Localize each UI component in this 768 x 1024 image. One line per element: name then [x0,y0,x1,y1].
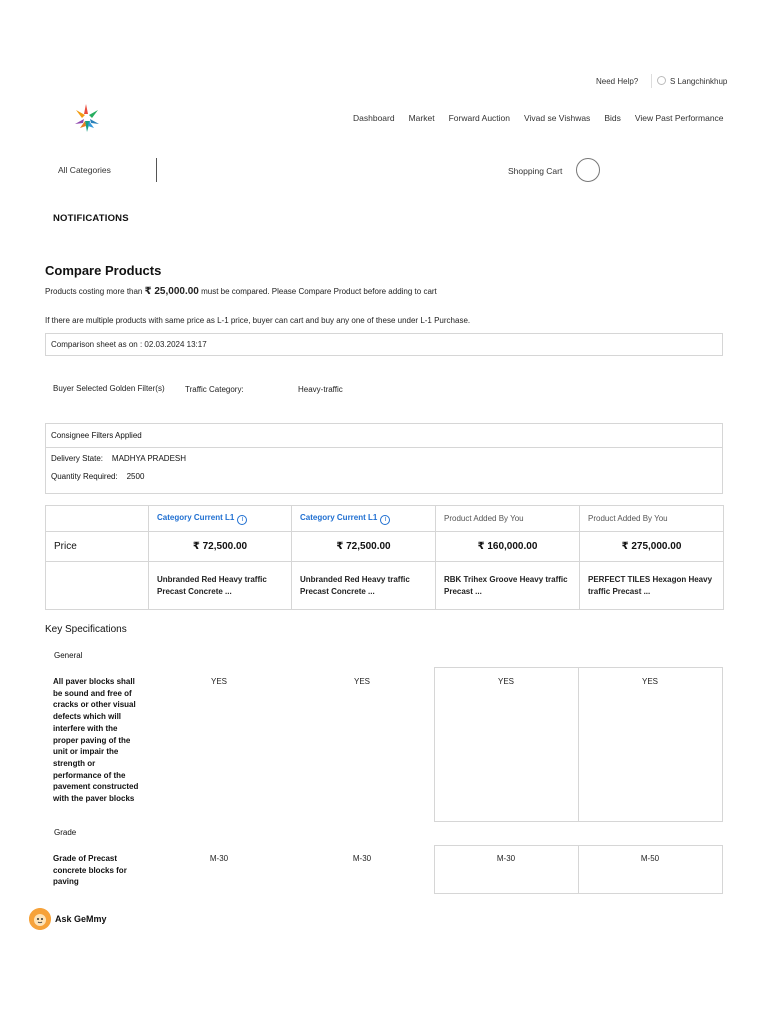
spec-values-divider [578,845,579,894]
nav-dashboard[interactable]: Dashboard [353,113,395,123]
table-header-row [46,506,724,532]
user-separator [651,74,652,88]
nav-view-past-performance[interactable]: View Past Performance [634,113,724,123]
spec-value: YES [210,677,227,686]
column-header [580,506,724,532]
compare-info-l1: If there are multiple products with same price as L-1 price, buyer can cart and buy any one of these under L-1 Purchase. [45,316,471,325]
spec-description: Grade of Precast concrete blocks for paving [53,854,127,887]
column-header-label: Category Current L1 [300,512,378,522]
notifications-heading[interactable]: NOTIFICATIONS [53,213,129,224]
delivery-state [51,454,186,463]
spec-value: YES [353,677,370,686]
quantity-required [51,472,144,481]
info-prefix: Products costing more than [45,287,143,296]
key-specifications-heading: Key Specifications [45,624,127,635]
spec-value: M-30 [352,854,372,863]
column-header-label: Category Current L1 [157,512,235,522]
golden-filter-label: Buyer Selected Golden Filter(s) [53,384,165,393]
product-name-link[interactable]: Unbranded Red Heavy traffic Precast Concrete ... [292,562,436,610]
page-title: Compare Products [45,263,162,278]
delivery-state-label: Delivery State: [51,454,104,463]
compare-info-threshold [45,286,437,297]
need-help-link[interactable]: Need Help? [596,77,639,86]
info-suffix: must be compared. Please Compare Product before adding to cart [201,287,437,296]
spec-value: YES [497,677,514,686]
user-name[interactable]: S Langchinkhup [670,77,728,86]
price-label: Price [46,532,149,562]
table-corner-cell [46,506,149,532]
column-header [292,506,436,532]
nav-vivad-se-vishwas[interactable]: Vivad se Vishwas [524,113,591,123]
user-icon[interactable] [657,76,666,85]
category-divider [156,158,157,182]
traffic-category-label: Traffic Category: [185,385,244,394]
product-name-label-cell [46,562,149,610]
traffic-category-value: Heavy-traffic [298,385,343,394]
delivery-state-value: MADHYA PRADESH [111,454,187,463]
consignee-divider [45,447,723,448]
nav-bids[interactable]: Bids [604,113,621,123]
spec-values-divider [578,667,579,822]
product-name-link[interactable]: PERFECT TILES Hexagon Heavy traffic Precast ... [580,562,724,610]
spec-value: YES [641,677,658,686]
price-value: ₹ 160,000.00 [436,532,580,562]
price-value: ₹ 72,500.00 [149,532,292,562]
all-categories-menu[interactable]: All Categories [58,165,111,175]
comparison-sheet-date: Comparison sheet as on : 02.03.2024 13:17 [51,340,207,349]
spec-value: M-50 [640,854,660,863]
spec-group-grade: Grade [54,828,77,837]
column-header-label: Product Added By You [588,514,668,523]
price-row [46,532,724,562]
ask-gemmy-button[interactable]: Ask GeMmy [55,914,107,924]
cart-icon[interactable] [576,158,600,182]
gemmy-avatar-icon[interactable] [29,908,51,930]
main-nav [353,113,724,123]
column-header-label: Product Added By You [444,514,524,523]
gem-logo-icon[interactable] [72,102,102,134]
shopping-cart-link[interactable]: Shopping Cart [508,166,563,176]
spec-description: All paver blocks shall be sound and free of cracks or other visual defects which will interfere with the proper paving of the unit or impair the strength or performance of the pavement constructed with the paver blocks [53,677,139,804]
spec-group-general: General [54,651,83,660]
column-header [436,506,580,532]
info-icon[interactable]: i [380,515,390,525]
threshold-amount: ₹ 25,000.00 [144,286,199,297]
spec-value: M-30 [496,854,516,863]
comparison-table [45,505,724,610]
price-value: ₹ 72,500.00 [292,532,436,562]
nav-market[interactable]: Market [408,113,435,123]
column-header [149,506,292,532]
product-name-link[interactable]: Unbranded Red Heavy traffic Precast Concrete ... [149,562,292,610]
quantity-value: 2500 [126,472,145,481]
product-name-row [46,562,724,610]
consignee-filters-title: Consignee Filters Applied [51,431,142,440]
quantity-label: Quantity Required: [51,472,118,481]
spec-value: M-30 [209,854,229,863]
info-icon[interactable]: i [237,515,247,525]
product-name-link[interactable]: RBK Trihex Groove Heavy traffic Precast ... [436,562,580,610]
price-value: ₹ 275,000.00 [580,532,724,562]
nav-forward-auction[interactable]: Forward Auction [448,113,510,123]
